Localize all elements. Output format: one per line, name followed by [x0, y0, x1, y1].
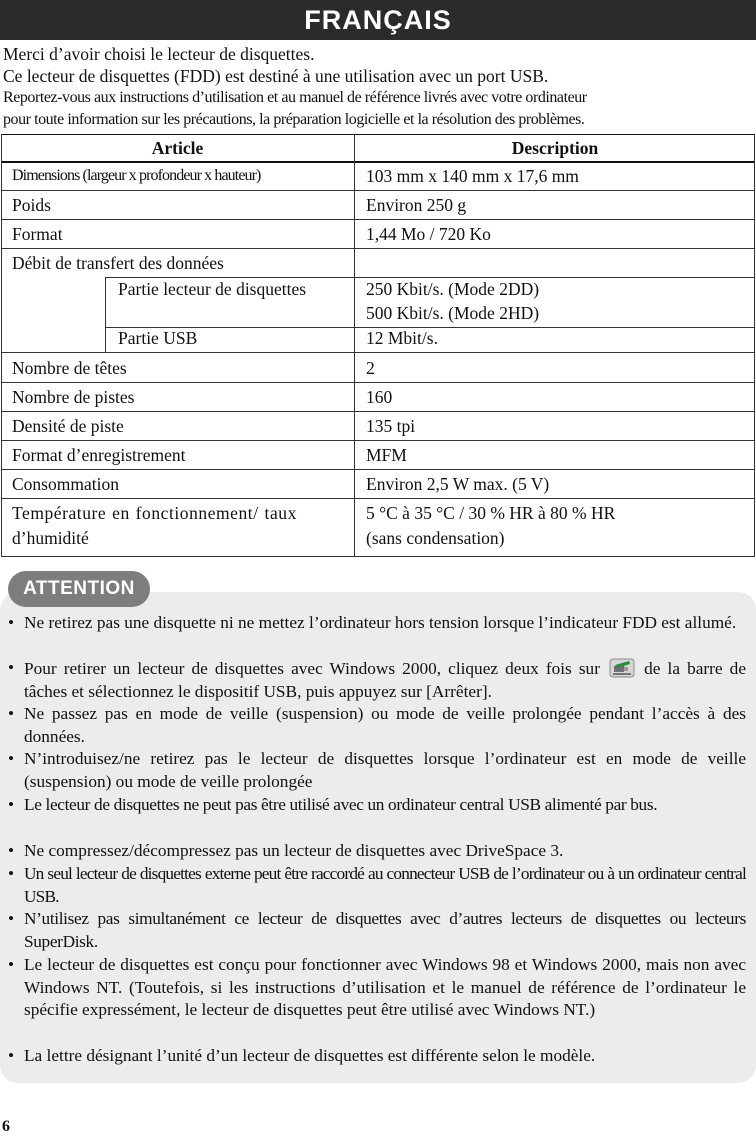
- dimensions-label: Dimensions (largeur x profondeur x hauteur): [12, 167, 261, 184]
- temperature-value: 5 °C à 35 °C / 30 % HR à 80 % HR: [366, 503, 616, 523]
- intro-line: pour toute information sur les précautions, la préparation logicielle et la résolution des problèmes.: [3, 111, 585, 128]
- bullet: •: [8, 909, 15, 928]
- attention-item: • N’utilisez pas simultanément ce lecteur de disquettes avec d’autres lecteurs de disquettes ou lecteurs SuperDisk.: [8, 909, 746, 951]
- dimensions-value: 103 mm x 140 mm x 17,6 mm: [366, 166, 579, 186]
- heads-value: 2: [366, 358, 375, 378]
- format-label: Format: [12, 224, 63, 244]
- recording-format-label: Format d’enregistrement: [12, 445, 186, 465]
- attention-item: • N’introduisez/ne retirez pas le lecteur de disquettes lorsque l’ordinateur est en mode de veille (suspension) ou mode de veille prolongée: [8, 749, 746, 791]
- power-value: Environ 2,5 W max. (5 V): [366, 474, 550, 494]
- density-label: Densité de piste: [12, 416, 124, 436]
- floppy-part-value: 250 Kbit/s. (Mode 2DD): [366, 279, 540, 299]
- bullet: •: [8, 864, 15, 883]
- intro-line: Ce lecteur de disquettes (FDD) est destiné à une utilisation avec un port USB.: [3, 66, 549, 86]
- usb-part-value: 12 Mbit/s.: [366, 328, 438, 348]
- heads-label: Nombre de têtes: [12, 358, 127, 378]
- format-value: 1,44 Mo / 720 Ko: [366, 224, 491, 244]
- floppy-part-value: 500 Kbit/s. (Mode 2HD): [366, 303, 540, 323]
- usb-remove-hardware-icon: [609, 657, 635, 679]
- power-label: Consommation: [12, 474, 119, 494]
- attention-item: • Un seul lecteur de disquettes externe peut être raccordé au connecteur USB de l’ordinateur ou à un ordinateur central USB.: [8, 864, 746, 906]
- intro-line: Merci d’avoir choisi le lecteur de disquettes.: [3, 44, 315, 64]
- weight-label: Poids: [12, 195, 51, 215]
- bullet: •: [8, 613, 15, 632]
- attention-item: • La lettre désignant l’unité d’un lecteur de disquettes est différente selon le modèle.: [8, 1045, 746, 1068]
- temperature-label: Température en fonctionnement/ taux: [12, 503, 297, 523]
- intro-line: Reportez-vous aux instructions d’utilisation et au manuel de référence livrés avec votre ordinateur: [3, 89, 587, 106]
- temperature-value: (sans condensation): [366, 528, 505, 548]
- bullet: •: [8, 658, 15, 677]
- language-banner: [0, 0, 756, 40]
- bullet: •: [8, 704, 15, 723]
- page-number: 6: [2, 1118, 10, 1135]
- weight-value: Environ 250 g: [366, 195, 467, 215]
- column-header-article: Article: [151, 138, 204, 158]
- bullet: •: [8, 749, 15, 768]
- attention-item: • Ne retirez pas une disquette ni ne mettez l’ordinateur hors tension lorsque l’indicateur FDD est allumé.: [8, 612, 746, 635]
- intro-paragraph: [3, 43, 755, 131]
- bullet: •: [8, 841, 15, 860]
- attention-badge: ATTENTION: [8, 571, 150, 607]
- transfer-rate-label: Débit de transfert des données: [12, 253, 224, 273]
- spec-table: [1, 134, 755, 557]
- tracks-label: Nombre de pistes: [12, 387, 135, 407]
- bullet: •: [8, 955, 15, 974]
- attention-item: • Ne passez pas en mode de veille (suspension) ou mode de veille prolongée pendant l’accès à des données.: [8, 704, 746, 746]
- density-value: 135 tpi: [366, 416, 416, 436]
- temperature-label: d’humidité: [12, 528, 89, 548]
- bullet: •: [8, 1046, 15, 1065]
- attention-item: • Ne compressez/décompressez pas un lecteur de disquettes avec DriveSpace 3.: [8, 840, 746, 863]
- floppy-part-label: Partie lecteur de disquettes: [118, 279, 307, 299]
- usb-part-label: Partie USB: [118, 328, 198, 348]
- page-title: FRANÇAIS: [304, 4, 452, 35]
- attention-item: • Pour retirer un lecteur de disquettes avec Windows 2000, cliquez deux fois sur de la barre de tâches et sélectionnez le dispositif USB, puis appuyez sur [Arrêter].: [8, 658, 746, 701]
- attention-item: • Le lecteur de disquettes ne peut pas être utilisé avec un ordinateur central USB alimenté par bus.: [8, 794, 746, 817]
- column-header-description: Description: [511, 138, 599, 158]
- recording-format-value: MFM: [366, 445, 407, 465]
- bullet: •: [8, 795, 15, 814]
- tracks-value: 160: [366, 387, 393, 407]
- attention-item: • Le lecteur de disquettes est conçu pour fonctionner avec Windows 98 et Windows 2000, mais non avec Windows NT. (Toutefois, si les instructions d’utilisation et le manuel de référence de l’ordinateur le spécifie expressément, le lecteur de disquettes peut être utilisé avec Windows NT.): [8, 955, 746, 1020]
